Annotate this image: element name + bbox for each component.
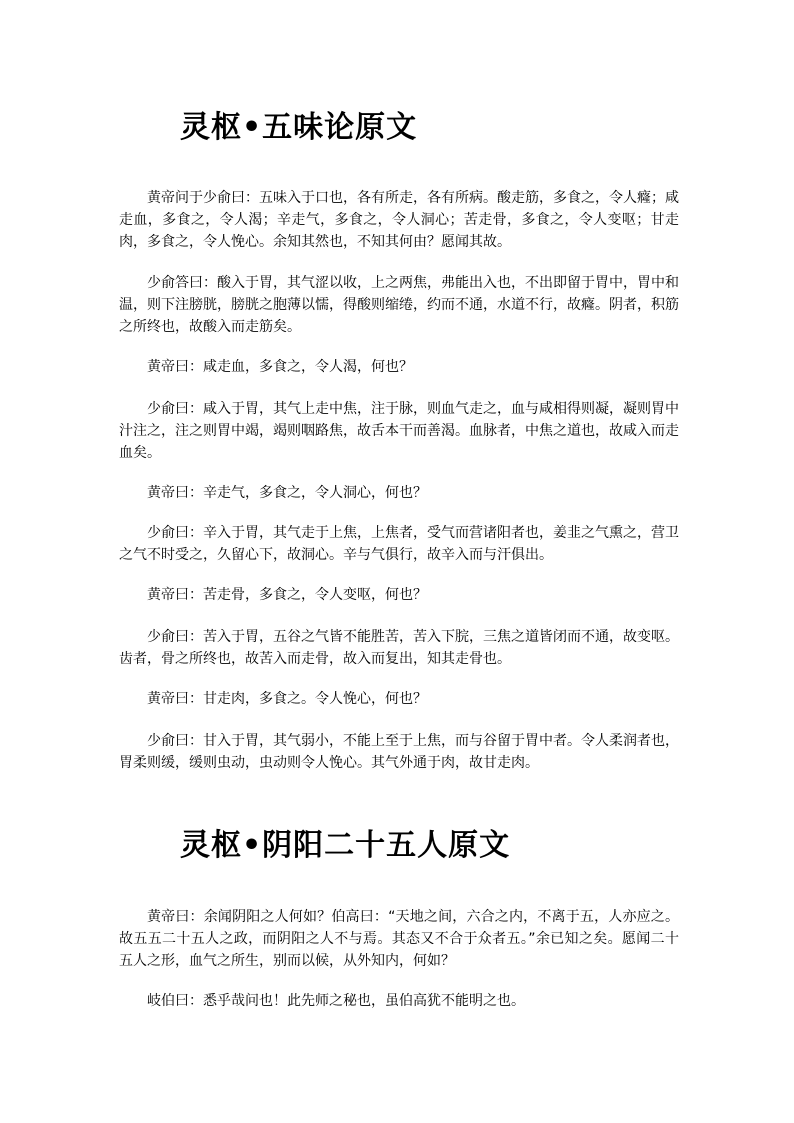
paragraph: 少俞答曰：酸入于胃，其气涩以收，上之两焦，弗能出入也，不出即留于胃中，胃中和温，则下注膀胱，膀胱之胞薄以懦，得酸则缩绻，约而不通，水道不行，故癃。阴者，积筋之所终也，故酸入而走筋矣。 <box>119 275 679 335</box>
paragraph: 少俞曰：苦入于胃，五谷之气皆不能胜苦，苦入下脘，三焦之道皆闭而不通，故变呕。齿者，骨之所终也，故苦入而走骨，故入而复出，知其走骨也。 <box>119 629 679 667</box>
paragraph: 少俞曰：咸入于胃，其气上走中焦，注于脉，则血气走之，血与咸相得则凝，凝则胃中汁注之，注之则胃中竭，竭则咽路焦，故舌本干而善渴。血脉者，中焦之道也，故咸入而走血矣。 <box>119 401 679 461</box>
paragraph: 岐伯曰：悉乎哉问也！此先师之秘也，虽伯高犹不能明之也。 <box>147 993 525 1009</box>
section-title-yinyang: 灵枢•阴阳二十五人原文 <box>180 828 511 863</box>
paragraph: 黄帝曰：甘走肉，多食之。令人悗心，何也？ <box>147 691 427 707</box>
section-title-wuwei: 灵枢•五味论原文 <box>180 110 418 145</box>
paragraph: 黄帝问于少俞曰：五味入于口也，各有所走，各有所病。酸走筋，多食之，令人癃；咸走血，多食之，令人渴；辛走气，多食之，令人洞心；苦走骨，多食之，令人变呕；甘走肉，多食之，令人悗心。余知其然也，不知其何由？愿闻其故。 <box>119 190 679 250</box>
paragraph: 黄帝曰：咸走血，多食之，令人渴，何也？ <box>147 359 413 375</box>
paragraph: 黄帝曰：余闻阴阳之人何如？伯高曰：“天地之间，六合之内，不离于五，人亦应之。故五五二十五人之政，而阴阳之人不与焉。其态又不合于众者五。”余已知之矣。愿闻二十五人之形，血气之所生，别而以候，从外知内，何如？ <box>119 909 679 969</box>
paragraph: 黄帝曰：苦走骨，多食之，令人变呕，何也？ <box>147 587 427 603</box>
paragraph: 少俞曰：甘入于胃，其气弱小，不能上至于上焦，而与谷留于胃中者。令人柔润者也，胃柔则缓，缓则虫动，虫动则令人悗心。其气外通于肉，故甘走肉。 <box>119 733 679 771</box>
paragraph: 少俞曰：辛入于胃，其气走于上焦，上焦者，受气而营诸阳者也，姜韭之气熏之，营卫之气不时受之，久留心下，故洞心。辛与气俱行，故辛入而与汗俱出。 <box>119 525 679 563</box>
paragraph: 黄帝曰：辛走气，多食之，令人洞心，何也？ <box>147 485 427 501</box>
